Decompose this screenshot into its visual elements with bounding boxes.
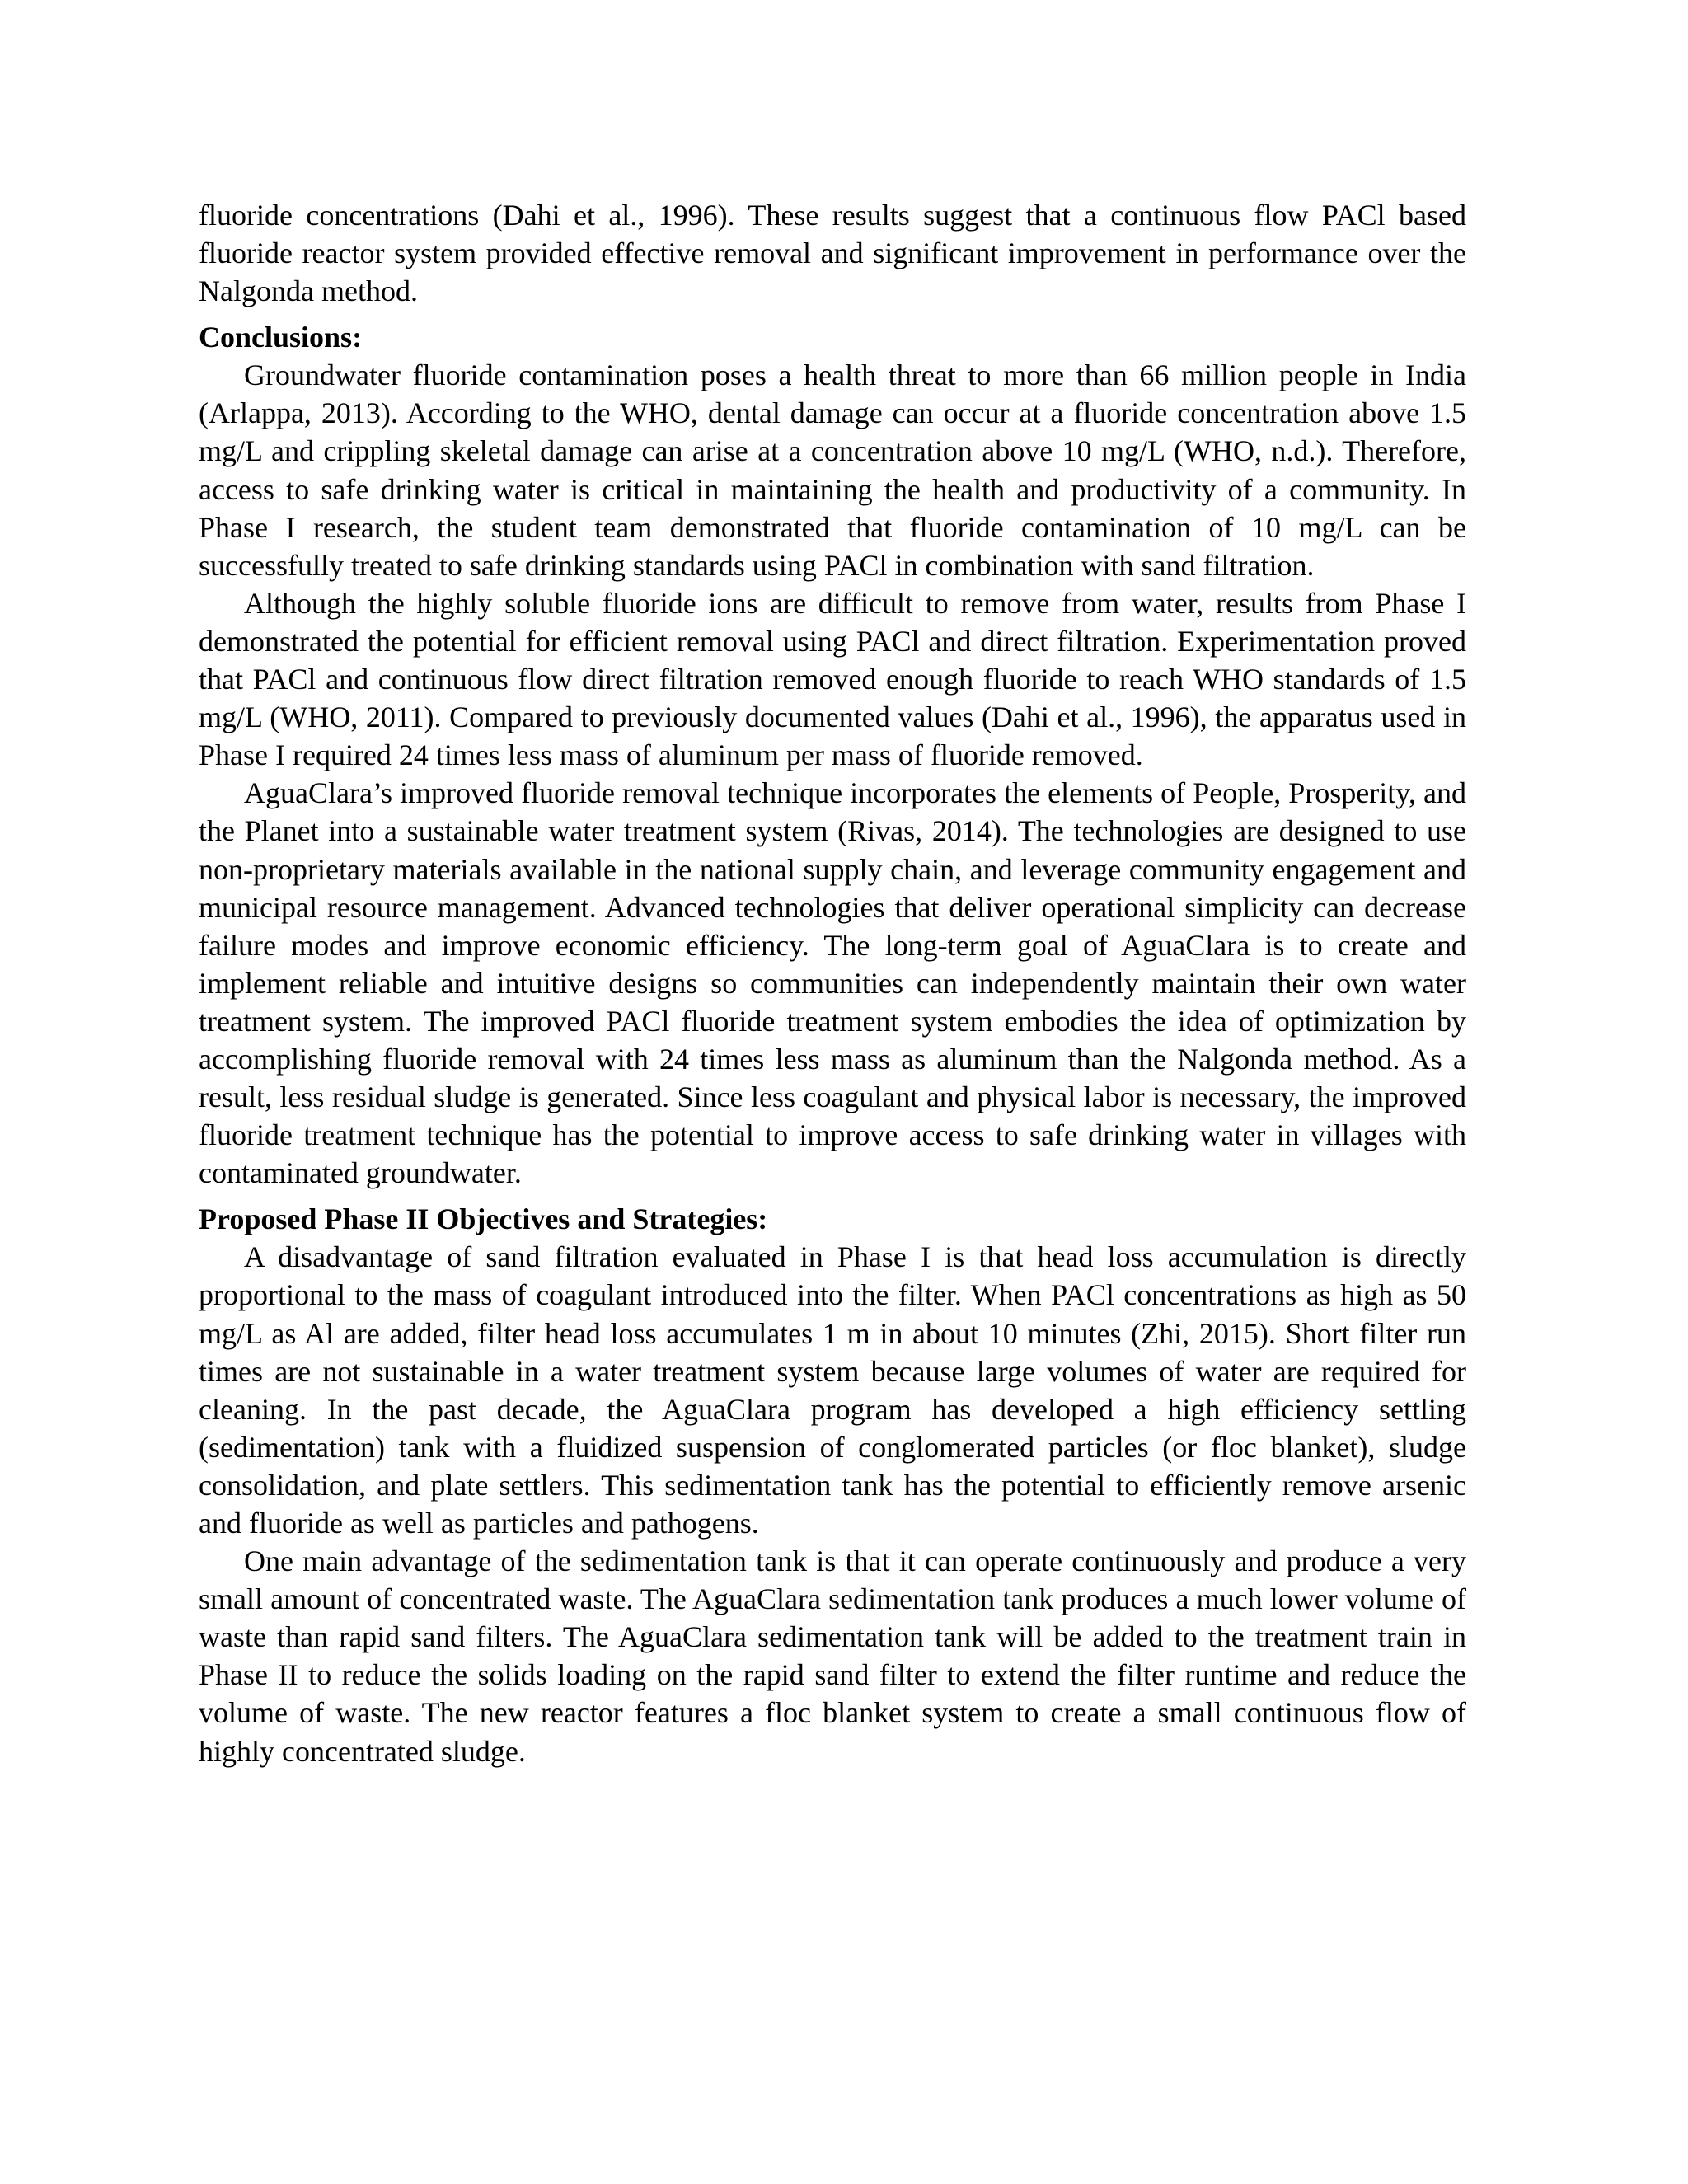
conclusions-paragraph-1: Groundwater fluoride contamination poses a health threat to more than 66 million people in India (Arlappa, 2013). According to the WHO, dental damage can occur at a fluoride concentration above 1.5 mg/L and crippling skeletal damage can arise at a concentration above 10 mg/L (WHO, n.d.). Therefore, access to safe drinking water is critical in maintaining the health and productivity of a community. In Phase I research, the student team demonstrated that fluoride contamination of 10 mg/L can be successfully treated to safe drinking standards using PACl in combination with sand filtration. <box>199 359 1466 582</box>
phase2-heading: Proposed Phase II Objectives and Strategies: <box>199 1202 768 1236</box>
conclusions-paragraph-3: AguaClara’s improved fluoride removal technique incorporates the elements of People, Prosperity, and the Planet into a sustainable water treatment system (Rivas, 2014). The technologies are designed to use non-proprietary materials available in the national supply chain, and leverage community engagement and municipal resource management. Advanced technologies that deliver operational simplicity can decrease failure modes and improve economic efficiency. The long-term goal of AguaClara is to create and implement reliable and intuitive designs so communities can independently maintain their own water treatment system. The improved PACl fluoride treatment system embodies the idea of optimization by accomplishing fluoride removal with 24 times less mass as aluminum than the Nalgonda method. As a result, less residual sludge is generated. Since less coagulant and physical labor is necessary, the improved fluoride treatment technique has the potential to improve access to safe drinking water in villages with contaminated groundwater. <box>199 776 1466 1190</box>
intro-paragraph: fluoride concentrations (Dahi et al., 1996). These results suggest that a continuous flow PACl based fluoride reactor system provided effective removal and significant improvement in performance over the Nalgonda method. <box>199 199 1466 308</box>
phase2-paragraph-1: A disadvantage of sand filtration evaluated in Phase I is that head loss accumulation is directly proportional to the mass of coagulant introduced into the filter. When PACl concentrations as high as 50 mg/L as Al are added, filter head loss accumulates 1 m in about 10 minutes (Zhi, 2015). Short filter run times are not sustainable in a water treatment system because large volumes of water are required for cleaning. In the past decade, the AguaClara program has developed a high efficiency settling (sedimentation) tank with a fluidized suspension of conglomerated particles (or floc blanket), sludge consolidation, and plate settlers. This sedimentation tank has the potential to efficiently remove arsenic and fluoride as well as particles and pathogens. <box>199 1240 1466 1540</box>
conclusions-heading: Conclusions: <box>199 321 363 354</box>
document-page <box>199 196 1466 1770</box>
phase2-paragraph-2: One main advantage of the sedimentation tank is that it can operate continuously and produce a very small amount of concentrated waste. The AguaClara sedimentation tank produces a much lower volume of waste than rapid sand filters. The AguaClara sedimentation tank will be added to the treatment train in Phase II to reduce the solids loading on the rapid sand filter to extend the filter runtime and reduce the volume of waste. The new reactor features a floc blanket system to create a small continuous flow of highly concentrated sludge. <box>199 1544 1466 1768</box>
conclusions-paragraph-2: Although the highly soluble fluoride ions are difficult to remove from water, results from Phase I demonstrated the potential for efficient removal using PACl and direct filtration. Experimentation proved that PACl and continuous flow direct filtration removed enough fluoride to reach WHO standards of 1.5 mg/L (WHO, 2011). Compared to previously documented values (Dahi et al., 1996), the apparatus used in Phase I required 24 times less mass of aluminum per mass of fluoride removed. <box>199 586 1466 772</box>
